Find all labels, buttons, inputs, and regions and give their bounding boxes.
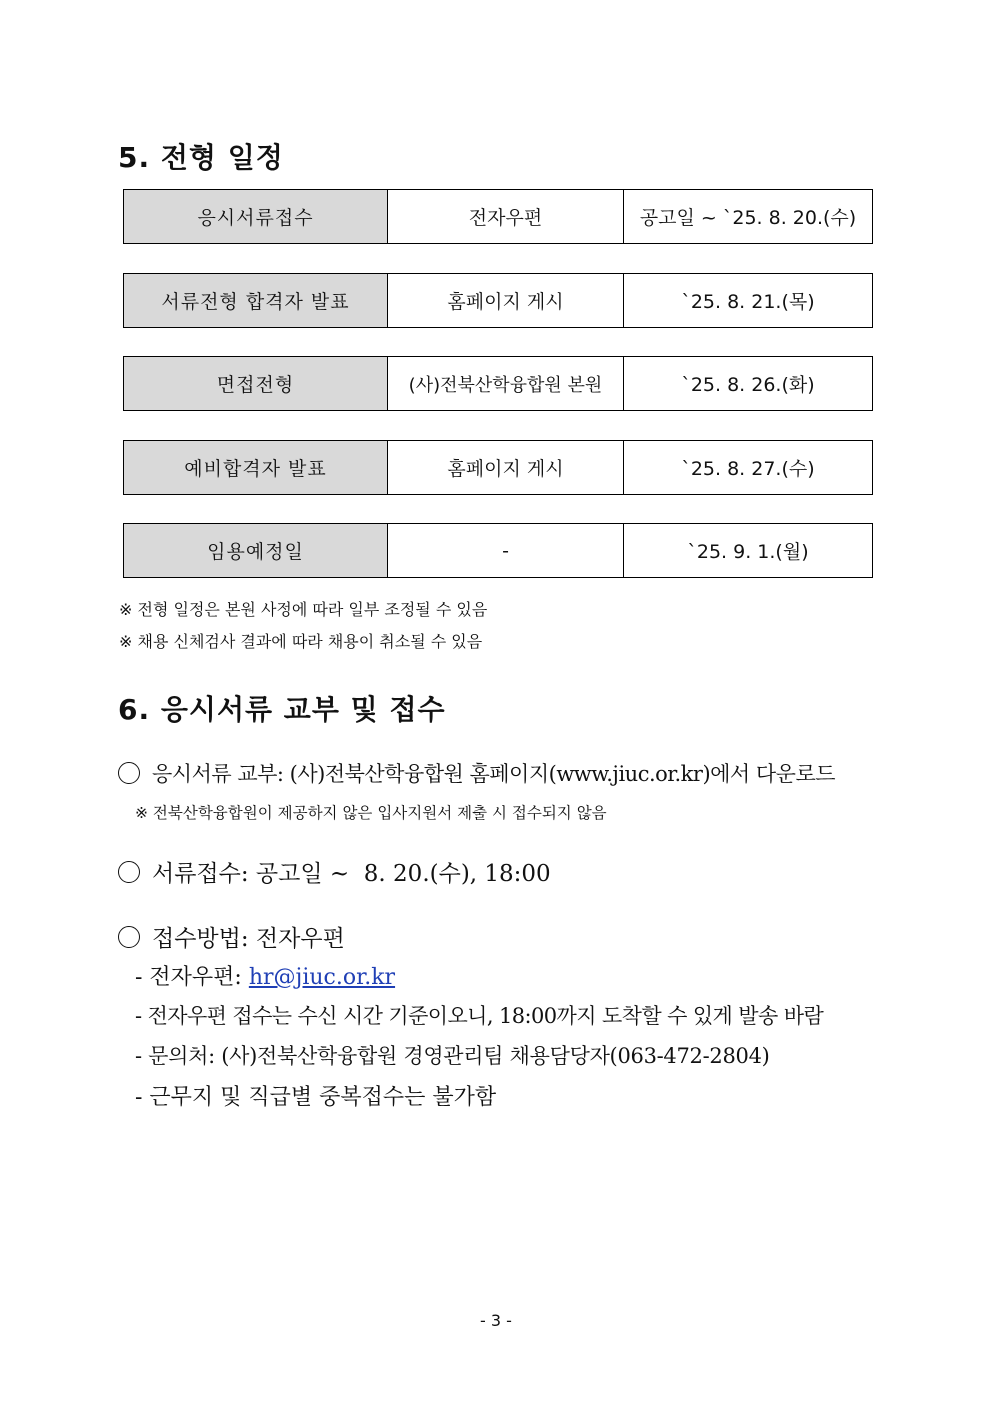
section-5-title: 5. 전형 일정 — [118, 141, 284, 174]
page-number: - 3 - — [480, 1311, 512, 1330]
schedule-method: 홈페이지 게시 — [388, 274, 624, 327]
list-item — [118, 920, 345, 953]
circle-bullet-icon — [118, 762, 140, 784]
schedule-date: `25. 8. 27.(수) — [681, 458, 815, 480]
email-line — [135, 960, 395, 991]
schedule-date: `25. 9. 1.(월) — [687, 541, 809, 563]
list-item-text: 응시서류 교부: (사)전북산학융합원 홈페이지(www.jiuc.or.kr)에서 다운로드 — [152, 762, 836, 786]
dash-item: - 문의처: (사)전북산학융합원 경영관리팀 채용담당자(063-472-2804) — [135, 1044, 770, 1068]
list-item-text: 서류접수: 공고일 ~ 8. 20.(수), 18:00 — [152, 861, 551, 887]
schedule-stage: 서류전형 합격자 발표 — [124, 274, 388, 327]
dash-item: - 근무지 및 직급별 중복접수는 불가함 — [135, 1085, 497, 1110]
list-item — [118, 855, 551, 888]
circle-bullet-icon — [118, 861, 140, 883]
circle-bullet-icon — [118, 926, 140, 948]
schedule-row — [123, 273, 873, 328]
schedule-method: (사)전북산학융합원 본원 — [388, 357, 624, 410]
schedule-stage: 예비합격자 발표 — [124, 441, 388, 494]
email-link[interactable]: hr@jiuc.or.kr — [248, 965, 396, 990]
schedule-stage: 면접전형 — [124, 357, 388, 410]
schedule-row — [123, 356, 873, 411]
list-item — [118, 758, 835, 788]
schedule-stage: 임용예정일 — [124, 524, 388, 577]
schedule-row — [123, 189, 873, 244]
schedule-row — [123, 523, 873, 578]
schedule-date: 공고일 ~ `25. 8. 20.(수) — [639, 207, 857, 229]
schedule-method: 전자우편 — [388, 190, 624, 243]
email-label: - 전자우편: — [135, 965, 249, 990]
schedule-method: - — [388, 524, 624, 577]
download-note: ※ 전북산학융합원이 제공하지 않은 입사지원서 제출 시 접수되지 않음 — [135, 804, 607, 822]
schedule-date: `25. 8. 26.(화) — [681, 374, 815, 396]
dash-item: - 전자우편 접수는 수신 시간 기준이오니, 18:00까지 도착할 수 있게 발송 바람 — [135, 1004, 824, 1028]
schedule-stage: 응시서류접수 — [124, 190, 388, 243]
section-6-title: 6. 응시서류 교부 및 접수 — [118, 693, 446, 726]
list-item-text: 접수방법: 전자우편 — [152, 926, 345, 952]
schedule-date: `25. 8. 21.(목) — [681, 291, 815, 313]
schedule-method: 홈페이지 게시 — [388, 441, 624, 494]
schedule-note: ※ 채용 신체검사 결과에 따라 채용이 취소될 수 있음 — [119, 632, 483, 651]
schedule-note: ※ 전형 일정은 본원 사정에 따라 일부 조정될 수 있음 — [119, 600, 488, 619]
schedule-row — [123, 440, 873, 495]
